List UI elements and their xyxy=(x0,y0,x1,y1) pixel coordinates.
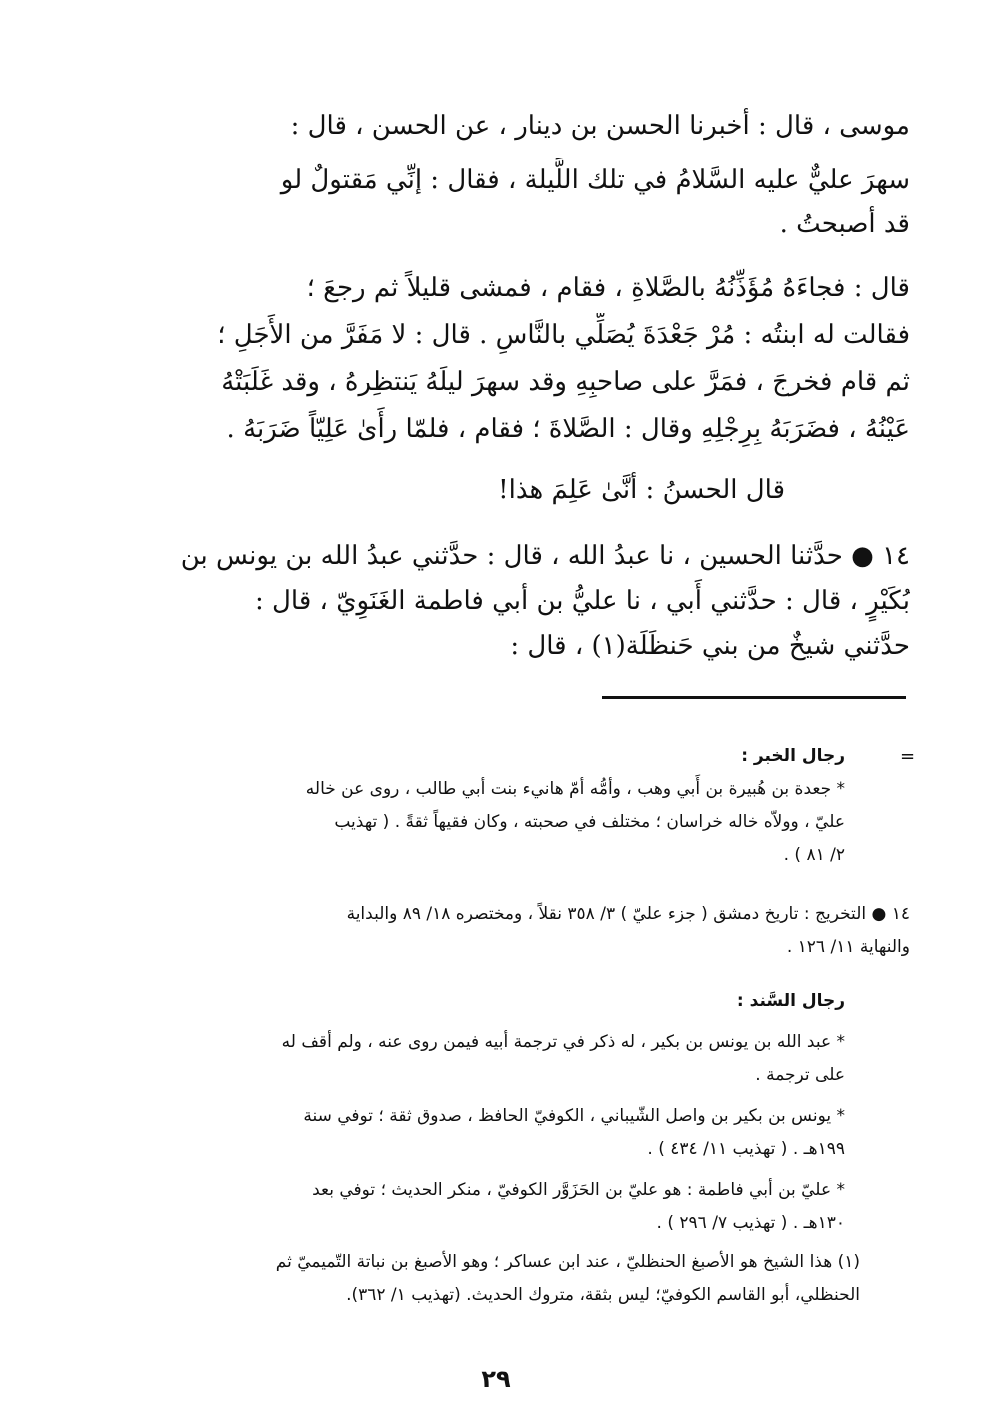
note-line: * عليّ بن أبي فاطمة : هو عليّ بن الحَزَوَّر الكوفيّ ، منكر الحديث ؛ توفي بعد xyxy=(312,1180,845,1200)
text-line: فقالت له ابنتُه : مُرْ جَعْدَةَ يُصَلِّي بالنَّاسِ . قال : لا مَفَرَّ من الأَجَلِ ؛ xyxy=(217,320,910,350)
text-line: ١٤ ● حدَّثنا الحسين ، نا عبدُ الله ، قال : حدَّثني عبدُ الله بن يونس بن xyxy=(180,541,910,571)
note-line: ٢/ ٨١ ) . xyxy=(783,845,845,865)
notes-heading: رجال الخبر : xyxy=(741,746,845,766)
notes-takhrij xyxy=(165,898,910,964)
text-line: قال : فجاءَهُ مُؤَذِّنُهُ بالصَّلاةِ ، فقام ، فمشى قليلاً ثم رجعَ ؛ xyxy=(306,273,910,303)
text-line: عَيْنُهُ ، فضَرَبَهُ بِرِجْلِهِ وقال : الصَّلاةَ ؛ فقام ، فلمّا رأَىٰ عَلِيّاً ضَرَبَهُ . xyxy=(226,414,910,444)
footnote-line: (١) هذا الشيخ هو الأصبغ الحنظليّ ، عند ابن عساكر ؛ وهو الأصبغ بن نباتة التّميميّ ثم xyxy=(275,1252,860,1272)
footnote-separator xyxy=(602,696,906,699)
text-line: سهرَ عليٌّ عليه السَّلامُ في تلك اللَّيلة ، فقال : إنِّي مَقتولٌ لو xyxy=(280,165,910,195)
note-line: والنهاية ١١/ ١٢٦ . xyxy=(786,937,910,957)
main-text-block-3 xyxy=(165,468,910,512)
note-line: * عبد الله بن يونس بن بكير ، له ذكر في ترجمة أبيه فيمن روى عنه ، ولم أقف له xyxy=(281,1032,845,1052)
note-line: ١٤ ● التخريج : تاريخ دمشق ( جزء عليّ ) ٣/ ٣٥٨ نقلاً ، ومختصره ١٨/ ٨٩ والبداية xyxy=(346,904,910,924)
note-line: ١٣٠هـ . ( تهذيب ٧/ ٢٩٦ ) . xyxy=(656,1213,845,1233)
note-line: عليّ ، وولاّه خاله خراسان ؛ مختلف في صحبته ، وكان فقيهاً ثقةً . ( تهذيب xyxy=(334,812,845,832)
notes-rijal-sanad xyxy=(165,985,910,1312)
note-line: ١٩٩هـ . ( تهذيب ١١/ ٤٣٤ ) . xyxy=(647,1139,845,1159)
main-text-block-2 xyxy=(165,266,910,451)
text-line: حدَّثني شيخٌ من بني حَنظَلَة(١) ، قال : xyxy=(510,631,910,661)
text-line: موسى ، قال : أخبرنا الحسن بن دينار ، عن الحسن ، قال : xyxy=(290,111,910,141)
footnote-line: الحنظلي، أبو القاسم الكوفيّ؛ ليس بثقة، متروك الحديث. (تهذيب ١/ ٣٦٢). xyxy=(346,1285,860,1305)
text-line: قد أصبحتُ . xyxy=(779,209,910,239)
text-line: ثم قام فخرجَ ، فمَرَّ على صاحبِهِ وقد سهرَ ليلَهُ يَنتظِرهُ ، وقد غَلَبَتْهُ xyxy=(221,367,910,397)
text-line: بُكَيْرٍ ، قال : حدَّثني أَبي ، نا عليُّ بن أبي فاطمة الغَنَوِيّ ، قال : xyxy=(255,586,910,616)
main-text-block-1 xyxy=(165,104,910,246)
continuation-mark: = xyxy=(900,746,916,767)
note-line: * يونس بن بكير بن واصل الشّيباني ، الكوفيّ الحافظ ، صدوق ثقة ؛ توفي سنة xyxy=(303,1106,845,1126)
text-line: قال الحسنُ : أنَّىٰ عَلِمَ هذا! xyxy=(498,475,785,505)
note-line: * جعدة بن هُبيرة بن أَبي وهب ، وأمُّه أمّ هانيء بنت أبي طالب ، روى عن خاله xyxy=(305,779,845,799)
page-number: ٢٩ xyxy=(481,1365,511,1393)
notes-heading: رجال السَّند : xyxy=(736,991,845,1011)
note-line: على ترجمة . xyxy=(755,1065,845,1085)
hadith-14-block xyxy=(165,534,910,668)
notes-rijal-khabar xyxy=(165,740,910,872)
